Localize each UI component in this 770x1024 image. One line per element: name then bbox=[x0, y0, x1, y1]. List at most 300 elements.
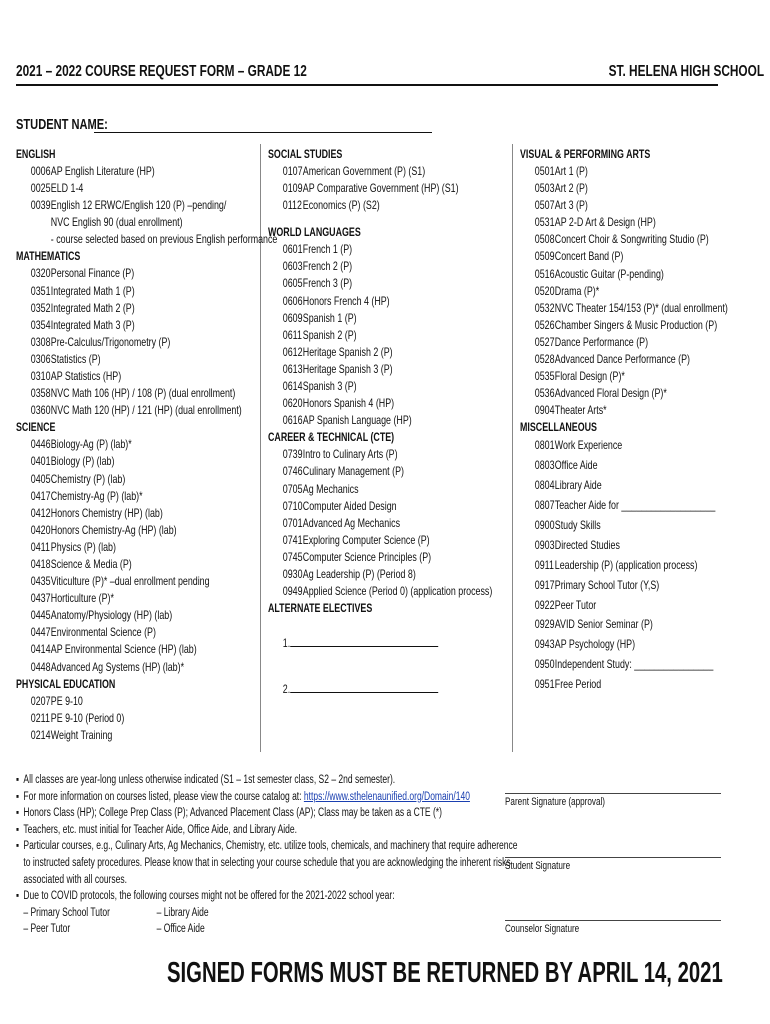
course-item[interactable] bbox=[520, 516, 698, 536]
course-name: Directed Studies bbox=[554, 537, 620, 552]
course-code: 0214 bbox=[30, 727, 51, 742]
course-item[interactable] bbox=[520, 385, 698, 402]
course-code: 0437 bbox=[30, 591, 51, 606]
course-name: Honors Spanish 4 (HP) bbox=[302, 396, 395, 411]
course-code: 0401 bbox=[30, 454, 51, 469]
course-name: Advanced Ag Systems (HP) (lab)* bbox=[50, 659, 185, 674]
note-item: ▪ All classes are year-long unless otherwise indicated (S1 – 1st semester class, S2 – 2nd semester). bbox=[16, 774, 396, 786]
course-item[interactable] bbox=[520, 596, 698, 616]
alternate-blank[interactable] bbox=[290, 635, 438, 647]
course-name: Advanced Dance Performance (P) bbox=[554, 352, 691, 367]
course-item[interactable] bbox=[268, 583, 493, 600]
course-name: Pre-Calculus/Trigonometry (P) bbox=[50, 334, 171, 349]
course-code: 0107 bbox=[282, 164, 303, 178]
column-right bbox=[520, 146, 760, 695]
course-name: Art 3 (P) bbox=[554, 198, 588, 213]
section-cte bbox=[268, 429, 493, 600]
course-name: Art 1 (P) bbox=[554, 164, 588, 178]
course-code: 0112 bbox=[282, 198, 302, 213]
course-item[interactable] bbox=[520, 180, 698, 197]
course-code: 0620 bbox=[282, 396, 303, 411]
course-item[interactable] bbox=[268, 293, 446, 310]
signature-line bbox=[505, 793, 721, 794]
signature-label: Parent Signature (approval) bbox=[505, 796, 606, 808]
course-item[interactable] bbox=[16, 641, 197, 658]
course-name: Acoustic Guitar (P-pending) bbox=[554, 266, 664, 281]
course-name: Spanish 3 (P) bbox=[302, 379, 357, 394]
course-item[interactable] bbox=[268, 275, 446, 292]
course-item[interactable] bbox=[268, 241, 446, 258]
course-item[interactable] bbox=[520, 248, 698, 265]
section-title: WORLD LANGUAGES bbox=[268, 225, 361, 240]
course-item[interactable] bbox=[520, 556, 698, 576]
signature-label: Student Signature bbox=[505, 860, 571, 872]
course-code: 0739 bbox=[282, 447, 303, 462]
notes-list bbox=[16, 772, 518, 938]
course-name: Primary School Tutor (Y,S) bbox=[554, 577, 660, 592]
course-name: AP Environmental Science (HP) (lab) bbox=[50, 642, 197, 657]
course-item[interactable] bbox=[268, 361, 446, 378]
course-name: Advanced Floral Design (P)* bbox=[554, 386, 667, 401]
course-name: English 12 ERWC/English 120 (P) –pending/ bbox=[50, 198, 227, 213]
course-name: Applied Science (Period 0) (application process) bbox=[302, 584, 493, 599]
course-code: 0741 bbox=[282, 532, 303, 547]
course-item[interactable] bbox=[16, 180, 194, 197]
course-item[interactable] bbox=[16, 590, 194, 607]
course-item[interactable] bbox=[16, 436, 194, 453]
course-code: 0414 bbox=[30, 642, 51, 657]
course-name: American Government (P) (S1) bbox=[302, 164, 426, 178]
section-title: PHYSICAL EDUCATION bbox=[16, 676, 116, 691]
course-item[interactable] bbox=[520, 317, 718, 334]
course-name: Concert Band (P) bbox=[554, 249, 624, 264]
course-item[interactable] bbox=[16, 453, 194, 470]
signature-line bbox=[505, 920, 721, 921]
course-code: 0352 bbox=[30, 300, 51, 315]
course-item[interactable] bbox=[268, 481, 446, 498]
course-name: French 3 (P) bbox=[302, 276, 353, 291]
signature-line bbox=[505, 857, 721, 858]
note-continuation: to instructed safety procedures. Please know that in selecting your course schedule that you are acknowledging the inherent risks bbox=[23, 856, 511, 869]
course-code: 0520 bbox=[534, 283, 555, 298]
course-list bbox=[16, 265, 242, 419]
course-item[interactable] bbox=[520, 283, 698, 300]
section-social-studies bbox=[268, 146, 459, 214]
course-code: 0903 bbox=[534, 537, 555, 552]
course-code: 0606 bbox=[282, 293, 303, 308]
course-code: 0605 bbox=[282, 276, 303, 291]
course-item[interactable] bbox=[268, 549, 446, 566]
course-code: 0420 bbox=[30, 522, 51, 537]
course-code: 0358 bbox=[30, 386, 51, 401]
course-name: Dance Performance (P) bbox=[554, 334, 649, 349]
course-list bbox=[268, 446, 493, 600]
course-name: Free Period bbox=[554, 677, 602, 692]
course-code: 0351 bbox=[30, 283, 51, 298]
course-code: 0601 bbox=[282, 242, 303, 257]
alternate-number: 1. bbox=[282, 636, 291, 651]
course-code: 0516 bbox=[534, 266, 555, 281]
course-name: Science & Media (P) bbox=[50, 556, 132, 571]
course-code: 0929 bbox=[534, 617, 555, 632]
course-name: Weight Training bbox=[50, 727, 113, 742]
section-mathematics bbox=[16, 248, 242, 419]
course-item[interactable] bbox=[520, 496, 716, 516]
section-world-languages bbox=[268, 224, 446, 429]
course-name: Spanish 2 (P) bbox=[302, 327, 357, 342]
course-name: French 2 (P) bbox=[302, 259, 353, 274]
course-name: PE 9-10 (Period 0) bbox=[50, 710, 125, 725]
section-miscellaneous bbox=[520, 419, 716, 695]
course-name: ELD 1-4 bbox=[50, 181, 84, 196]
course-code: 0527 bbox=[534, 334, 555, 349]
school-name: ST. HELENA HIGH SCHOOL bbox=[608, 63, 764, 80]
course-code: 0804 bbox=[534, 478, 555, 493]
course-name: Advanced Ag Mechanics bbox=[302, 515, 401, 530]
course-item[interactable] bbox=[16, 317, 194, 334]
course-name: Library Aide bbox=[554, 478, 602, 493]
course-item[interactable] bbox=[268, 327, 446, 344]
course-item[interactable] bbox=[268, 163, 446, 180]
course-item[interactable] bbox=[520, 675, 698, 695]
course-list bbox=[268, 163, 459, 214]
course-code: 0306 bbox=[30, 351, 51, 366]
course-name: Integrated Math 1 (P) bbox=[50, 283, 135, 298]
column-divider bbox=[512, 144, 513, 752]
course-name: Honors Chemistry (HP) (lab) bbox=[50, 505, 163, 520]
course-name: Environmental Science (P) bbox=[50, 625, 156, 640]
course-code: 0320 bbox=[30, 266, 51, 281]
course-item[interactable] bbox=[268, 463, 446, 480]
course-item[interactable] bbox=[268, 378, 446, 395]
course-name: Heritage Spanish 3 (P) bbox=[302, 361, 393, 376]
student-name-label: STUDENT NAME: bbox=[16, 116, 108, 133]
alternate-blank[interactable] bbox=[290, 681, 438, 693]
note-continuation: associated with all courses. bbox=[23, 873, 127, 886]
course-item[interactable] bbox=[16, 607, 194, 624]
course-name: Drama (P)* bbox=[554, 283, 600, 298]
course-item[interactable] bbox=[268, 532, 446, 549]
course-item[interactable] bbox=[520, 300, 728, 317]
course-code: 0609 bbox=[282, 310, 303, 325]
course-item[interactable] bbox=[16, 265, 194, 282]
course-code: 0503 bbox=[534, 181, 555, 196]
course-name: Statistics (P) bbox=[50, 351, 101, 366]
course-name: AP Statistics (HP) bbox=[50, 369, 122, 384]
course-code: 0039 bbox=[30, 198, 51, 213]
course-code: 0435 bbox=[30, 574, 51, 589]
form-title: 2021 – 2022 COURSE REQUEST FORM – GRADE 12 bbox=[16, 63, 307, 80]
course-name: Honors Chemistry-Ag (HP) (lab) bbox=[50, 522, 177, 537]
course-item[interactable] bbox=[16, 471, 194, 488]
course-code: 0949 bbox=[282, 584, 303, 599]
note-item: ▪ Honors Class (HP); College Prep Class (P); Advanced Placement Class (AP); Class may be taken as a CTE (*) bbox=[16, 807, 442, 820]
course-code: 0705 bbox=[282, 481, 303, 496]
course-code: 0917 bbox=[534, 577, 555, 592]
section-physical-education bbox=[16, 676, 194, 744]
course-item[interactable] bbox=[520, 476, 698, 496]
course-item[interactable] bbox=[16, 522, 194, 539]
course-code: 0951 bbox=[534, 677, 555, 692]
section-title: MATHEMATICS bbox=[16, 249, 81, 264]
course-name: AP Comparative Government (HP) (S1) bbox=[302, 181, 459, 196]
section-title: VISUAL & PERFORMING ARTS bbox=[520, 147, 651, 161]
course-name: Culinary Management (P) bbox=[302, 464, 404, 479]
course-item[interactable] bbox=[268, 412, 446, 429]
course-name: Spanish 1 (P) bbox=[302, 310, 357, 325]
covid-course-row: – Peer Tutor – Office Aide bbox=[23, 923, 205, 936]
note-item: ▪ For more information on courses listed, please view the course catalog at: https://www.sthelenaunified.org/Domain/140 bbox=[16, 790, 470, 803]
course-code: 0025 bbox=[30, 181, 51, 196]
course-name: AVID Senior Seminar (P) bbox=[554, 617, 653, 632]
course-item[interactable] bbox=[520, 163, 698, 180]
course-item[interactable] bbox=[520, 231, 709, 248]
course-name: Exploring Computer Science (P) bbox=[302, 532, 430, 547]
course-item[interactable] bbox=[268, 498, 446, 515]
course-list bbox=[16, 436, 210, 675]
column-left bbox=[16, 146, 278, 744]
course-code: 0528 bbox=[534, 352, 555, 367]
course-code: 0922 bbox=[534, 597, 555, 612]
alternate-elective-1[interactable] bbox=[268, 635, 446, 663]
course-code: 0207 bbox=[30, 693, 51, 708]
parent-signature-field[interactable] bbox=[505, 793, 721, 808]
note-item: ▪ Teachers, etc. must initial for Teacher Aide, Office Aide, and Library Aide. bbox=[16, 823, 297, 836]
course-name: Intro to Culinary Arts (P) bbox=[302, 447, 398, 462]
course-code: 0745 bbox=[282, 549, 303, 564]
section-title: ALTERNATE ELECTIVES bbox=[268, 601, 373, 616]
course-item[interactable] bbox=[520, 368, 698, 385]
course-code: 0930 bbox=[282, 566, 303, 581]
course-list bbox=[520, 436, 716, 695]
course-code: 0904 bbox=[534, 403, 555, 418]
course-code: 0532 bbox=[534, 300, 555, 315]
section-title: ENGLISH bbox=[16, 147, 56, 161]
course-code: 0507 bbox=[534, 198, 555, 213]
counselor-signature-field[interactable] bbox=[505, 920, 721, 935]
section-title: SCIENCE bbox=[16, 420, 56, 435]
header-rule bbox=[16, 84, 718, 86]
course-item[interactable] bbox=[520, 266, 698, 283]
course-name: Leadership (P) (application process) bbox=[554, 557, 698, 572]
course-item[interactable] bbox=[16, 385, 236, 402]
course-list bbox=[520, 163, 728, 419]
course-item[interactable] bbox=[520, 635, 698, 655]
course-code: 0412 bbox=[30, 505, 51, 520]
course-name: Honors French 4 (HP) bbox=[302, 293, 390, 308]
course-code: 0611 bbox=[282, 327, 302, 342]
course-item[interactable] bbox=[520, 436, 698, 456]
section-alternate-electives bbox=[268, 600, 446, 709]
course-name: Teacher Aide for ___________________ bbox=[554, 498, 716, 513]
course-code: 0701 bbox=[282, 515, 303, 530]
course-name: Physics (P) (lab) bbox=[50, 539, 116, 554]
course-name: Economics (P) (S2) bbox=[302, 198, 380, 213]
course-item[interactable] bbox=[520, 655, 714, 675]
course-item[interactable] bbox=[16, 505, 194, 522]
course-name: Floral Design (P)* bbox=[554, 369, 625, 384]
course-item[interactable] bbox=[268, 395, 446, 412]
course-code: 0006 bbox=[30, 164, 51, 178]
course-item[interactable] bbox=[16, 573, 210, 590]
course-code: 0807 bbox=[534, 498, 555, 513]
course-item[interactable] bbox=[520, 402, 698, 419]
course-name: Integrated Math 3 (P) bbox=[50, 317, 135, 332]
note-item: ▪ Due to COVID protocols, the following courses might not be offered for the 2021-2022 school year: bbox=[16, 890, 395, 903]
course-name: French 1 (P) bbox=[302, 242, 353, 257]
course-item[interactable] bbox=[16, 727, 194, 744]
course-name: Integrated Math 2 (P) bbox=[50, 300, 135, 315]
course-name: AP English Literature (HP) bbox=[50, 164, 155, 178]
course-code: 0614 bbox=[282, 379, 303, 394]
course-name: Anatomy/Physiology (HP) (lab) bbox=[50, 608, 173, 623]
course-code: 0445 bbox=[30, 608, 51, 623]
course-item[interactable] bbox=[520, 456, 698, 476]
course-name: Heritage Spanish 2 (P) bbox=[302, 344, 393, 359]
course-code: 0308 bbox=[30, 334, 51, 349]
course-item[interactable] bbox=[16, 693, 194, 710]
course-code: 0803 bbox=[534, 458, 555, 473]
course-item[interactable] bbox=[16, 300, 194, 317]
section-title: MISCELLANEOUS bbox=[520, 420, 597, 435]
course-item[interactable] bbox=[268, 446, 446, 463]
course-code: 0354 bbox=[30, 317, 51, 332]
course-item[interactable] bbox=[520, 351, 698, 368]
course-name: Concert Choir & Songwriting Studio (P) bbox=[554, 232, 709, 247]
course-catalog-link[interactable]: https://www.sthelenaunified.org/Domain/140 bbox=[303, 790, 470, 803]
section-english bbox=[16, 146, 278, 248]
course-item[interactable] bbox=[520, 536, 698, 556]
course-item[interactable] bbox=[16, 710, 194, 727]
course-item[interactable] bbox=[16, 334, 194, 351]
course-code: 0710 bbox=[282, 498, 303, 513]
course-code: 0417 bbox=[30, 488, 51, 503]
section-title: CAREER & TECHNICAL (CTE) bbox=[268, 430, 395, 445]
course-code: 0536 bbox=[534, 386, 555, 401]
course-code: 0109 bbox=[282, 181, 303, 196]
course-code: 0613 bbox=[282, 361, 303, 376]
course-name: Study Skills bbox=[554, 517, 601, 532]
signature-label: Counselor Signature bbox=[505, 923, 580, 935]
course-item[interactable] bbox=[16, 624, 194, 641]
course-name: Computer Science Principles (P) bbox=[302, 549, 432, 564]
course-name: Computer Aided Design bbox=[302, 498, 397, 513]
section-title: SOCIAL STUDIES bbox=[268, 147, 343, 161]
student-signature-field[interactable] bbox=[505, 857, 721, 872]
course-item[interactable] bbox=[268, 258, 446, 275]
section-science bbox=[16, 419, 210, 675]
course-item[interactable] bbox=[520, 197, 698, 214]
course-name: Biology-Ag (P) (lab)* bbox=[50, 437, 132, 452]
course-name: Theater Arts* bbox=[554, 403, 607, 418]
course-name: AP Psychology (HP) bbox=[554, 637, 636, 652]
course-name: Chemistry (P) (lab) bbox=[50, 471, 126, 486]
course-code: 0746 bbox=[282, 464, 303, 479]
student-name-field[interactable] bbox=[94, 132, 432, 133]
course-item[interactable] bbox=[16, 539, 194, 556]
return-deadline-banner: SIGNED FORMS MUST BE RETURNED BY APRIL 14, 2021 bbox=[167, 957, 723, 989]
course-name: AP Spanish Language (HP) bbox=[302, 413, 412, 428]
course-item[interactable] bbox=[16, 488, 194, 505]
course-list bbox=[268, 241, 446, 429]
course-item[interactable] bbox=[268, 515, 446, 532]
course-code: 0950 bbox=[534, 657, 555, 672]
course-item[interactable] bbox=[520, 214, 698, 231]
course-item[interactable] bbox=[268, 344, 446, 361]
course-item-continuation: NVC English 90 (dual enrollment) bbox=[50, 215, 183, 230]
course-name: Ag Leadership (P) (Period 8) bbox=[302, 566, 416, 581]
alternate-number: 2. bbox=[282, 682, 291, 697]
course-item[interactable] bbox=[520, 615, 698, 635]
column-middle bbox=[268, 146, 508, 709]
course-item[interactable] bbox=[16, 368, 194, 385]
course-item[interactable] bbox=[16, 283, 194, 300]
course-item[interactable] bbox=[520, 576, 698, 596]
course-code: 0616 bbox=[282, 413, 303, 428]
course-name: Ag Mechanics bbox=[302, 481, 359, 496]
course-code: 0447 bbox=[30, 625, 51, 640]
course-code: 0411 bbox=[30, 539, 50, 554]
course-item[interactable] bbox=[268, 197, 446, 214]
form-header bbox=[16, 63, 764, 85]
course-list bbox=[16, 693, 194, 744]
course-code: 0405 bbox=[30, 471, 51, 486]
course-code: 0526 bbox=[534, 317, 555, 332]
course-item-note: - course selected based on previous English performance bbox=[50, 232, 278, 247]
alternate-elective-2[interactable] bbox=[268, 681, 446, 709]
course-name: Horticulture (P)* bbox=[50, 591, 114, 606]
course-code: 0531 bbox=[534, 215, 555, 230]
course-item[interactable] bbox=[16, 197, 227, 214]
course-item[interactable] bbox=[16, 163, 194, 180]
course-code: 0310 bbox=[30, 369, 51, 384]
course-code: 0535 bbox=[534, 369, 555, 384]
course-name: NVC Math 120 (HP) / 121 (HP) (dual enrollment) bbox=[50, 403, 242, 418]
course-name: Biology (P) (lab) bbox=[50, 454, 115, 469]
course-code: 0446 bbox=[30, 437, 51, 452]
course-code: 0612 bbox=[282, 344, 303, 359]
course-item[interactable] bbox=[16, 556, 194, 573]
course-item[interactable] bbox=[268, 180, 459, 197]
course-code: 0911 bbox=[534, 557, 554, 572]
course-code: 0509 bbox=[534, 249, 555, 264]
course-item[interactable] bbox=[268, 310, 446, 327]
course-name: Chemistry-Ag (P) (lab)* bbox=[50, 488, 143, 503]
course-item[interactable] bbox=[268, 566, 446, 583]
course-code: 0603 bbox=[282, 259, 303, 274]
course-code: 0448 bbox=[30, 659, 51, 674]
course-name: Personal Finance (P) bbox=[50, 266, 135, 281]
course-code: 0211 bbox=[30, 710, 50, 725]
course-item[interactable] bbox=[520, 334, 698, 351]
course-name: Independent Study: ________________ bbox=[554, 657, 714, 672]
course-code: 0360 bbox=[30, 403, 51, 418]
course-item[interactable] bbox=[16, 659, 194, 676]
section-visual-performing-arts bbox=[520, 146, 728, 419]
course-name: NVC Math 106 (HP) / 108 (P) (dual enrollment) bbox=[50, 386, 236, 401]
course-name: Chamber Singers & Music Production (P) bbox=[554, 317, 718, 332]
course-item[interactable] bbox=[16, 351, 194, 368]
course-item[interactable] bbox=[16, 402, 242, 419]
course-code: 0501 bbox=[534, 164, 555, 178]
course-code: 0418 bbox=[30, 556, 51, 571]
note-item: ▪ Particular courses, e.g., Culinary Arts, Ag Mechanics, Chemistry, etc. utilize tools, chemicals, and machinery that require adherence bbox=[16, 840, 518, 853]
course-name: Viticulture (P)* –dual enrollment pending bbox=[50, 574, 210, 589]
course-code: 0900 bbox=[534, 517, 555, 532]
covid-course-row: – Primary School Tutor – Library Aide bbox=[23, 906, 209, 919]
course-code: 0508 bbox=[534, 232, 555, 247]
course-name: NVC Theater 154/153 (P)* (dual enrollment) bbox=[554, 300, 728, 315]
